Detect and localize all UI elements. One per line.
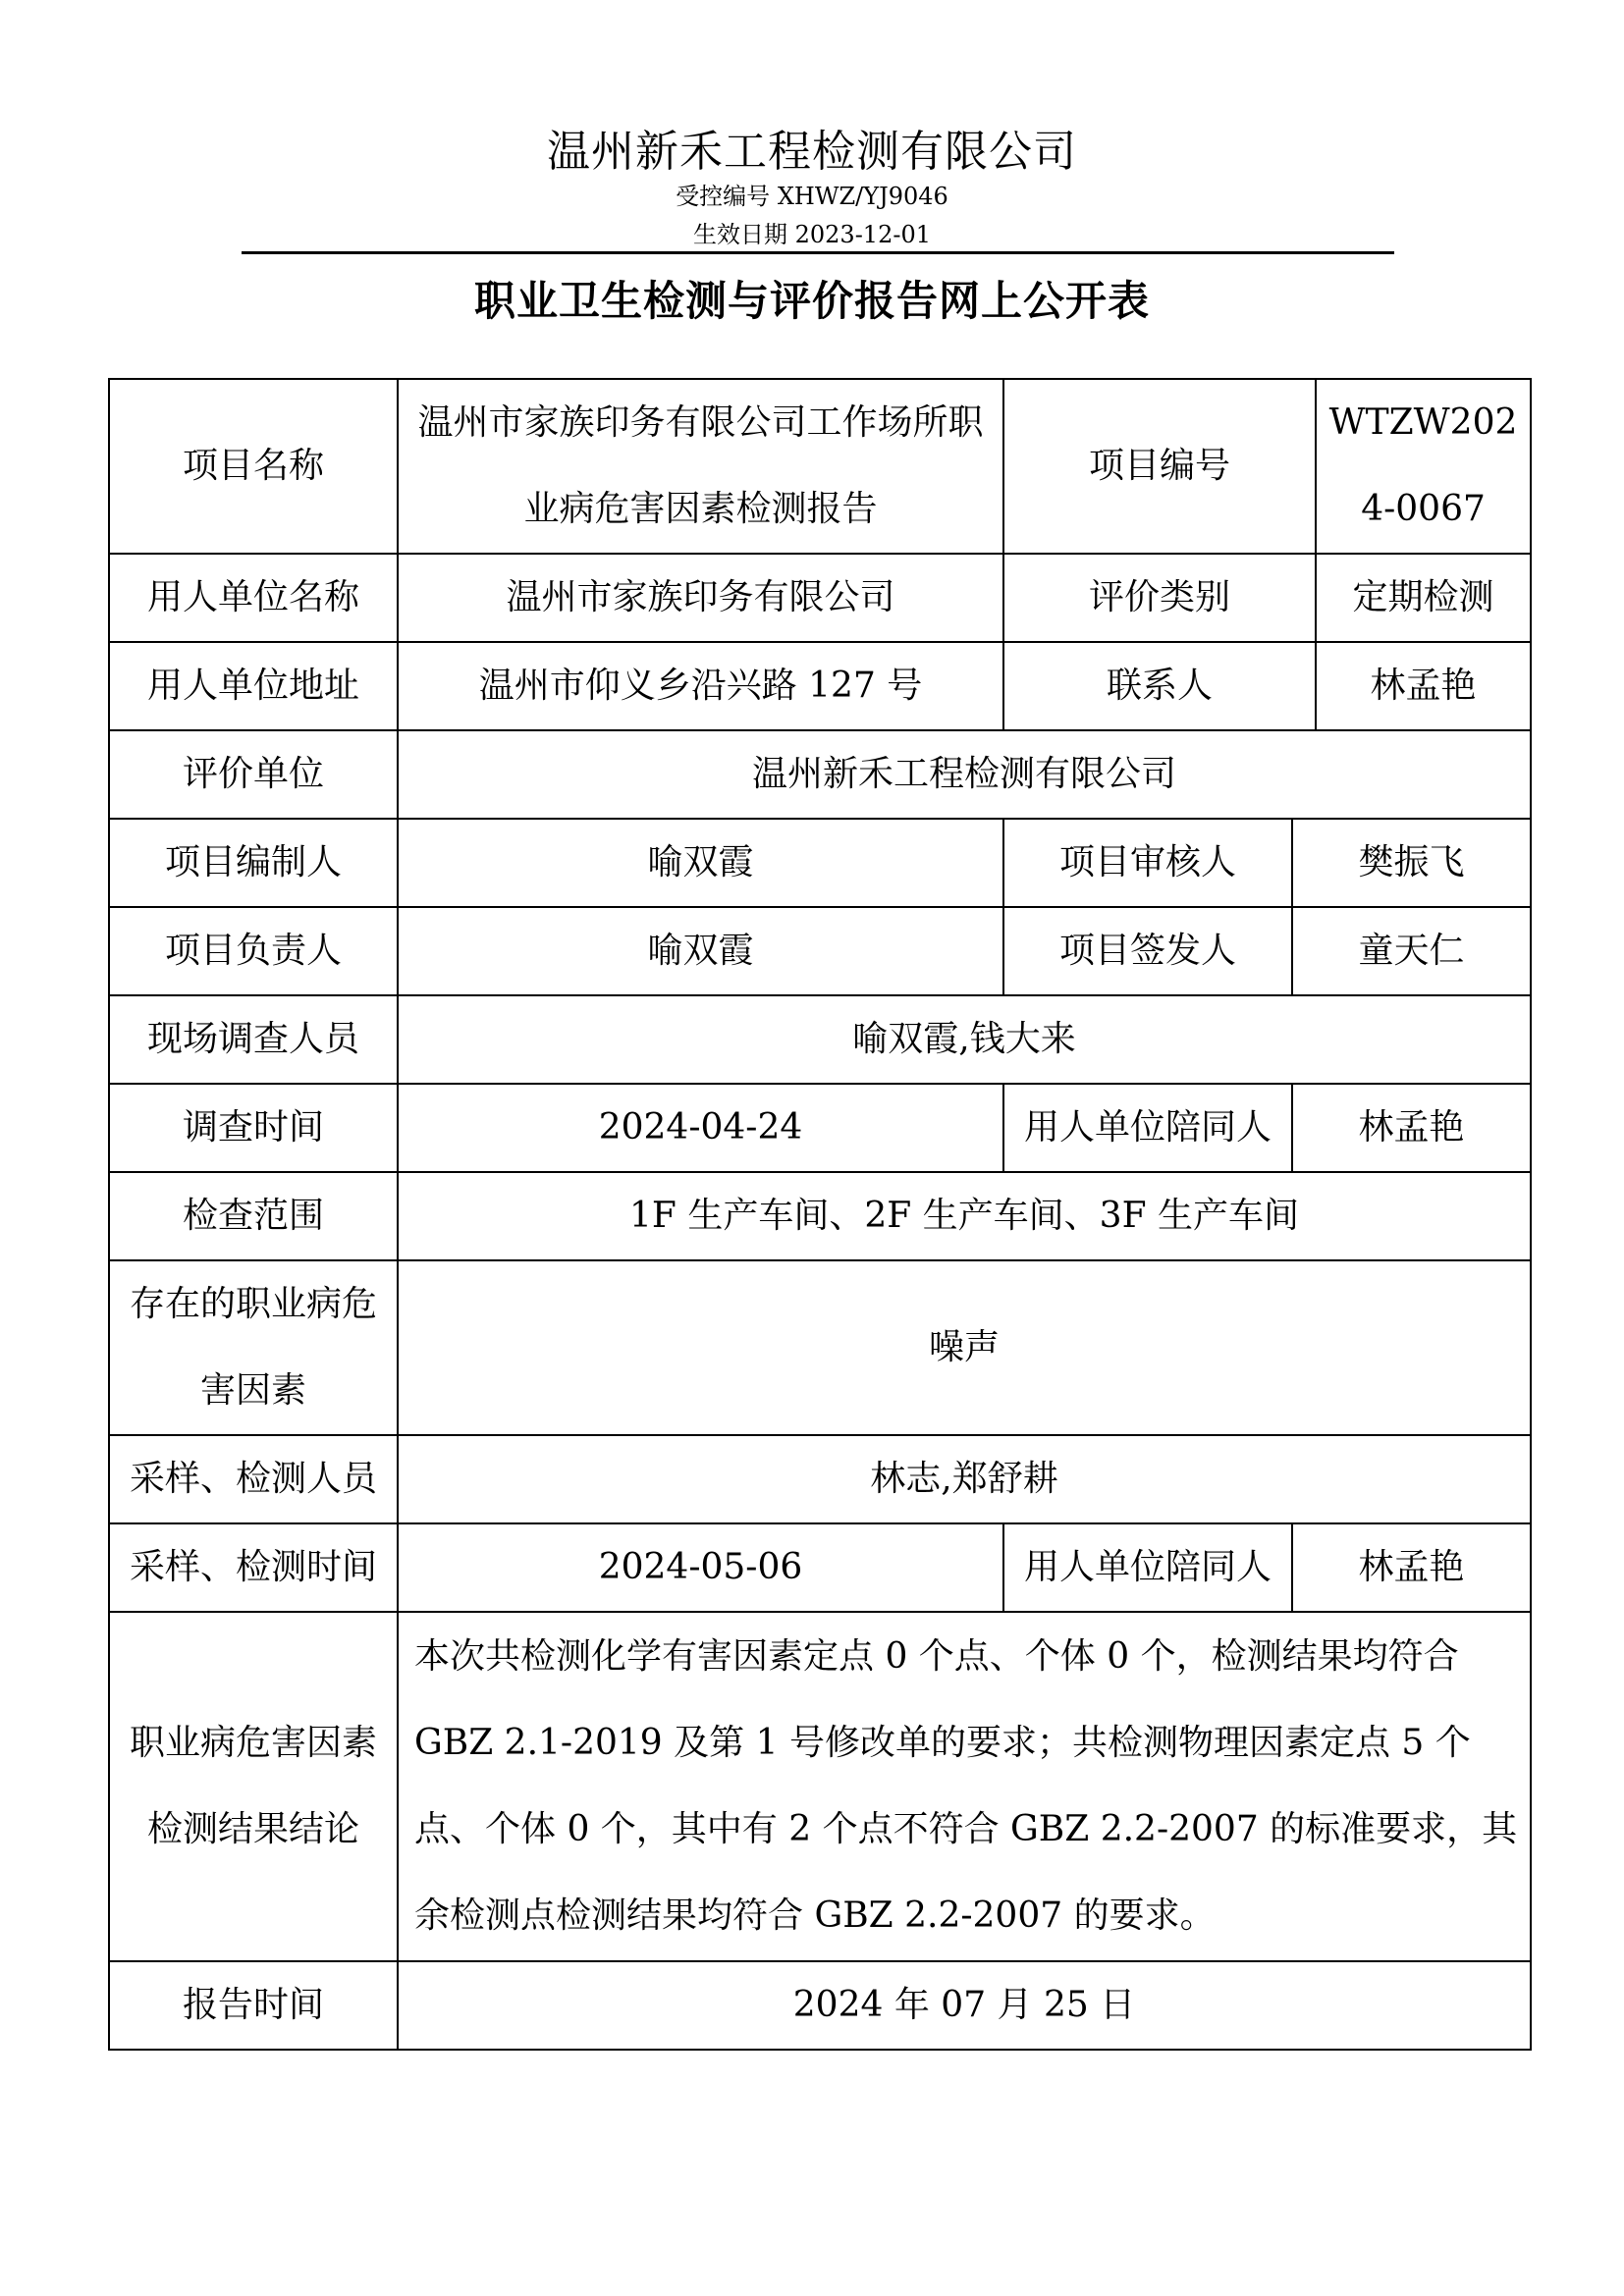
table-row	[109, 1523, 1531, 1612]
eval-unit-value: 温州新禾工程检测有限公司	[398, 730, 1531, 819]
surveyors-label: 现场调查人员	[109, 995, 398, 1084]
conclusion-label: 职业病危害因素检测结果结论	[109, 1612, 398, 1961]
sample-time-value: 2024-05-06	[398, 1523, 1003, 1612]
table-row	[109, 1435, 1531, 1523]
surveyors-value: 喻双霞,钱大来	[398, 995, 1531, 1084]
employer-address-value: 温州市仰义乡沿兴路 127 号	[398, 642, 1003, 730]
contact-value: 林孟艳	[1316, 642, 1531, 730]
samplers-value: 林志,郑舒耕	[398, 1435, 1531, 1523]
compiler-label: 项目编制人	[109, 819, 398, 907]
table-row	[109, 642, 1531, 730]
sample-escort-value: 林孟艳	[1292, 1523, 1531, 1612]
company-name: 温州新禾工程检测有限公司	[547, 127, 1077, 177]
conclusion-value: 本次共检测化学有害因素定点 0 个点、个体 0 个，检测结果均符合 GBZ 2.1-2019 及第 1 号修改单的要求；共检测物理因素定点 5 个点、个体 0 个，其中有 2 个点不符合 GBZ 2.2-2007 的标准要求，其余检测点检测结果均符合 GBZ 2.2-2007 的要求。	[398, 1612, 1531, 1961]
eval-type-label: 评价类别	[1003, 554, 1316, 642]
compiler-value: 喻双霞	[398, 819, 1003, 907]
leader-label: 项目负责人	[109, 907, 398, 995]
reviewer-value: 樊振飞	[1292, 819, 1531, 907]
scope-label: 检查范围	[109, 1172, 398, 1260]
table-row	[109, 554, 1531, 642]
table-row	[109, 730, 1531, 819]
document-title: 职业卫生检测与评价报告网上公开表	[473, 277, 1150, 325]
project-name-label: 项目名称	[109, 379, 398, 554]
table-row	[109, 1260, 1531, 1435]
sample-escort-label: 用人单位陪同人	[1003, 1523, 1292, 1612]
survey-time-label: 调查时间	[109, 1084, 398, 1172]
samplers-label: 采样、检测人员	[109, 1435, 398, 1523]
survey-escort-label: 用人单位陪同人	[1003, 1084, 1292, 1172]
employer-name-label: 用人单位名称	[109, 554, 398, 642]
table-row	[109, 1612, 1531, 1961]
project-no-label: 项目编号	[1003, 379, 1316, 554]
leader-value: 喻双霞	[398, 907, 1003, 995]
survey-time-value: 2024-04-24	[398, 1084, 1003, 1172]
effective-date: 生效日期 2023-12-01	[692, 221, 931, 248]
issuer-label: 项目签发人	[1003, 907, 1292, 995]
eval-type-value: 定期检测	[1316, 554, 1531, 642]
report-time-label: 报告时间	[109, 1961, 398, 2050]
report-time-value: 2024 年 07 月 25 日	[398, 1961, 1531, 2050]
table-row	[109, 1172, 1531, 1260]
project-name-value: 温州市家族印务有限公司工作场所职业病危害因素检测报告	[398, 379, 1003, 554]
contact-label: 联系人	[1003, 642, 1316, 730]
issuer-value: 童天仁	[1292, 907, 1531, 995]
survey-escort-value: 林孟艳	[1292, 1084, 1531, 1172]
table-row	[109, 379, 1531, 554]
table-row	[109, 819, 1531, 907]
hazards-value: 噪声	[398, 1260, 1531, 1435]
table-row	[109, 1084, 1531, 1172]
employer-name-value: 温州市家族印务有限公司	[398, 554, 1003, 642]
disclosure-table	[108, 378, 1532, 2051]
control-number: 受控编号 XHWZ/YJ9046	[676, 183, 948, 210]
eval-unit-label: 评价单位	[109, 730, 398, 819]
scope-value: 1F 生产车间、2F 生产车间、3F 生产车间	[398, 1172, 1531, 1260]
reviewer-label: 项目审核人	[1003, 819, 1292, 907]
hazards-label: 存在的职业病危害因素	[109, 1260, 398, 1435]
table-row	[109, 995, 1531, 1084]
header-divider	[242, 251, 1394, 254]
project-no-value: WTZW2024-0067	[1316, 379, 1531, 554]
employer-address-label: 用人单位地址	[109, 642, 398, 730]
table-row	[109, 1961, 1531, 2050]
sample-time-label: 采样、检测时间	[109, 1523, 398, 1612]
table-row	[109, 907, 1531, 995]
